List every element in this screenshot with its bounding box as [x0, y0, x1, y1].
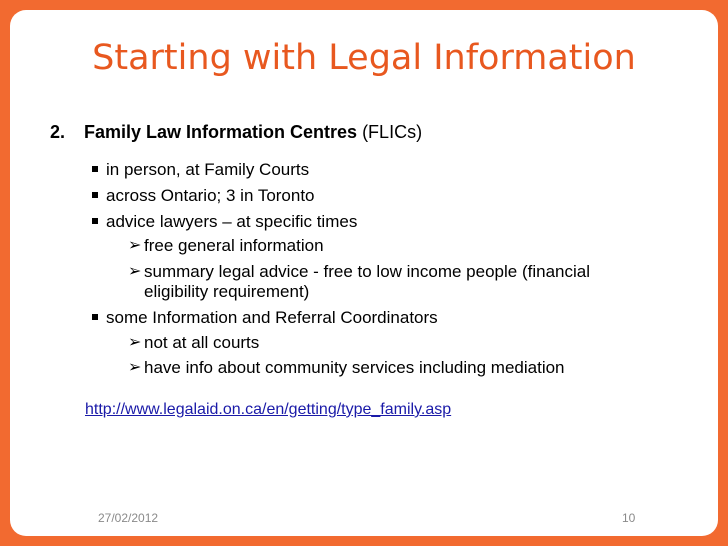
slide-content	[10, 10, 718, 536]
sub-bullet-text: have info about community services including mediation	[144, 358, 565, 377]
sub-bullet-text: summary legal advice - free to low income people (financial	[144, 262, 590, 281]
square-bullet-icon	[92, 192, 98, 198]
bullet-text: across Ontario; 3 in Toronto	[106, 186, 315, 205]
legal-aid-link[interactable]: http://www.legalaid.on.ca/en/getting/type_family.asp	[85, 401, 452, 418]
sub-bullet-text: not at all courts	[144, 333, 260, 352]
arrow-bullet-icon: ➢	[128, 237, 142, 254]
arrow-bullet-icon: ➢	[128, 359, 142, 376]
footer-page-number: 10	[622, 511, 636, 525]
heading-bold-text: Family Law Information Centres	[84, 122, 358, 142]
slide	[10, 10, 718, 536]
arrow-bullet-icon: ➢	[128, 263, 142, 280]
bullet-text: in person, at Family Courts	[106, 160, 310, 179]
arrow-bullet-icon: ➢	[128, 334, 142, 351]
square-bullet-icon	[92, 218, 98, 224]
sub-bullet-text: free general information	[144, 236, 324, 255]
bullet-text: advice lawyers – at specific times	[106, 212, 358, 231]
sub-bullet-text: eligibility requirement)	[144, 282, 310, 301]
square-bullet-icon	[92, 166, 98, 172]
square-bullet-icon	[92, 314, 98, 320]
slide-title: Starting with Legal Information	[92, 38, 636, 78]
heading-number: 2.	[50, 122, 66, 142]
heading-title	[84, 122, 422, 143]
footer-date: 27/02/2012	[98, 511, 159, 525]
heading-suffix: (FLICs)	[357, 122, 423, 142]
bullet-text: some Information and Referral Coordinators	[106, 308, 438, 327]
